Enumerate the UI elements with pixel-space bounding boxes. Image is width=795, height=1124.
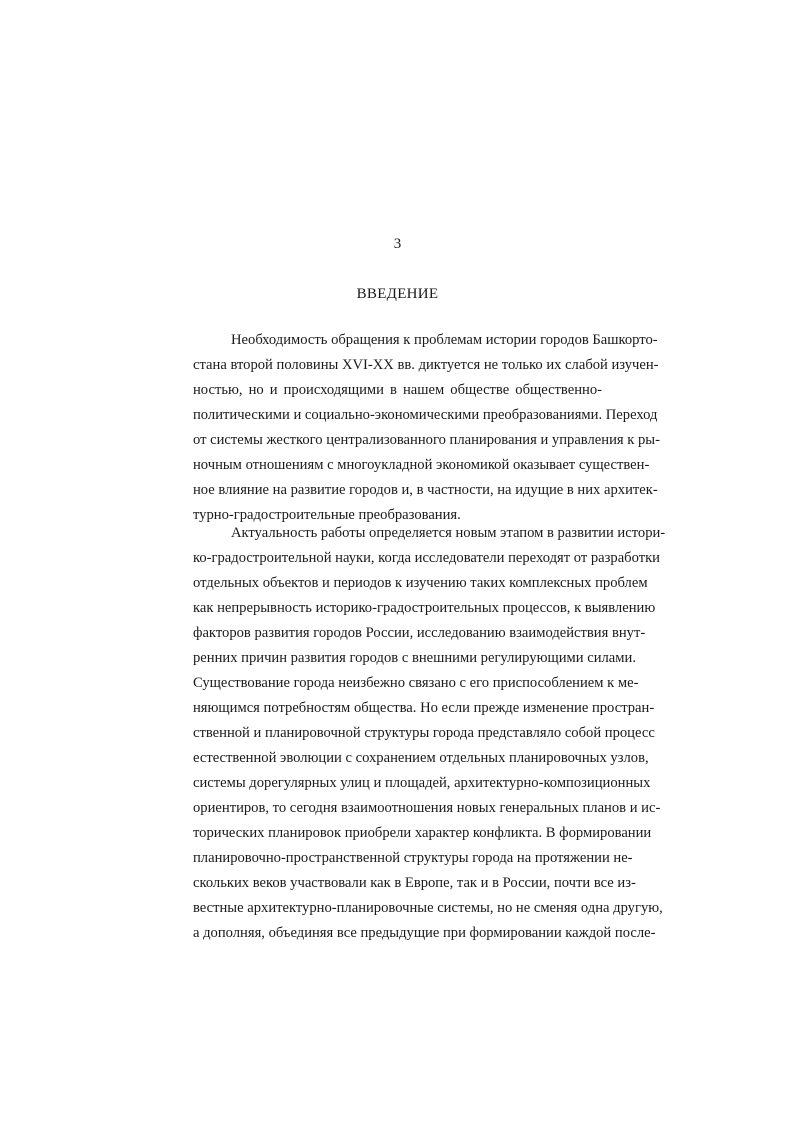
page-number: 3 bbox=[393, 236, 402, 252]
text-line: няющимся потребностям общества. Но если прежде изменение простран- bbox=[193, 700, 655, 716]
text-line: системы дорегулярных улиц и площадей, архитектурно-композиционных bbox=[193, 775, 651, 791]
text-line: ственной и планировочной структуры города представляло собой процесс bbox=[193, 725, 655, 741]
text-line: торических планировок приобрели характер конфликта. В формировании bbox=[193, 825, 652, 841]
text-line: Актуальность работы определяется новым этапом в развитии истори- bbox=[231, 525, 666, 541]
paragraph-2 bbox=[193, 521, 666, 946]
paragraph-1 bbox=[193, 328, 660, 528]
text-line: естественной эволюции с сохранением отдельных планировочных узлов, bbox=[193, 750, 649, 766]
text-line: стана второй половины XVI-XX вв. диктуется не только их слабой изучен- bbox=[193, 357, 659, 373]
text-line: ренних причин развития городов с внешними регулирующими силами. bbox=[193, 650, 636, 666]
text-line: отдельных объектов и периодов к изучению таких комплексных проблем bbox=[193, 575, 648, 591]
section-heading: ВВЕДЕНИЕ bbox=[356, 286, 439, 302]
text-line: Необходимость обращения к проблемам истории городов Башкорто- bbox=[231, 332, 658, 348]
text-line: ностью, но и происходящими в нашем обществе общественно- bbox=[193, 382, 602, 398]
text-line: ночным отношениям с многоукладной экономикой оказывает существен- bbox=[193, 457, 650, 473]
text-line: ное влияние на развитие городов и, в частности, на идущие в них архитек- bbox=[193, 482, 658, 498]
text-line: как непрерывность историко-градостроительных процессов, к выявлению bbox=[193, 600, 656, 616]
text-line: факторов развития городов России, исследованию взаимодействия внут- bbox=[193, 625, 646, 641]
text-line: от системы жесткого централизованного планирования и управления к ры- bbox=[193, 432, 660, 448]
text-line: Существование города неизбежно связано с его приспособлением к ме- bbox=[193, 675, 639, 691]
text-line: вестные архитектурно-планировочные системы, но не сменяя одна другую, bbox=[193, 900, 663, 916]
text-line: планировочно-пространственной структуры города на протяжении не- bbox=[193, 850, 633, 866]
text-line: скольких веков участвовали как в Европе, так и в России, почти все из- bbox=[193, 875, 636, 891]
text-line: турно-градостроительные преобразования. bbox=[193, 507, 461, 523]
text-line: а дополняя, объединяя все предыдущие при формировании каждой после- bbox=[193, 925, 656, 941]
text-line: ко-градостроительной науки, когда исследователи переходят от разработки bbox=[193, 550, 660, 566]
text-line: политическими и социально-экономическими преобразованиями. Переход bbox=[193, 407, 658, 423]
text-line: ориентиров, то сегодня взаимоотношения новых генеральных планов и ис- bbox=[193, 800, 661, 816]
